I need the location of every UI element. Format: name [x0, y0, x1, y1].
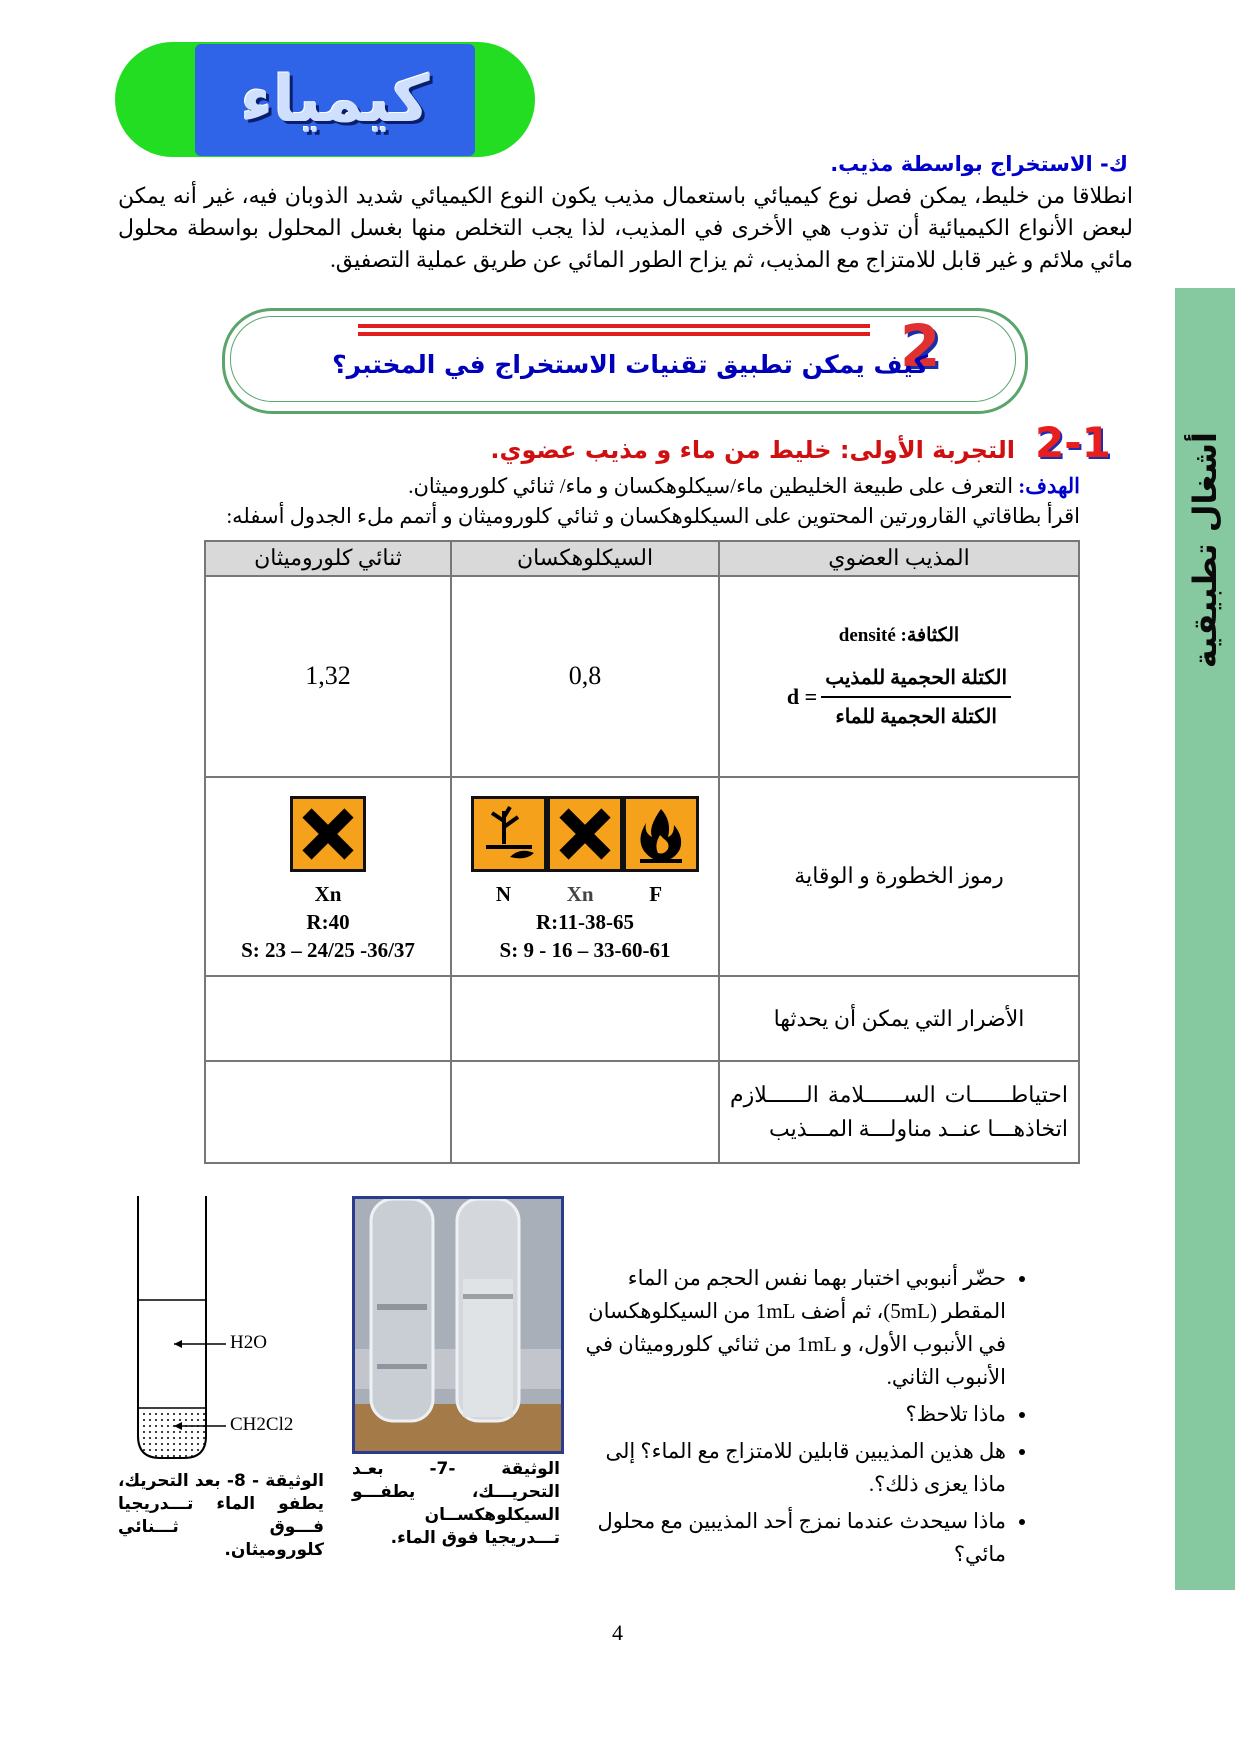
density-label: الكثافة:: [900, 624, 960, 646]
hazard-label: رموز الخطورة و الوقاية: [719, 777, 1079, 976]
density-word: densité: [838, 624, 896, 646]
symbol-f: F: [649, 882, 663, 907]
list-item: • ماذا سيحدث عندما نمزج أحد المذيبين مع محلول مائي؟: [580, 1505, 1006, 1571]
header-organic-solvent: المذيب العضوي: [719, 541, 1079, 576]
side-label-text: أشغال تطبيقية: [1186, 431, 1224, 669]
fraction-denominator: الكتلة الحجمية للماء: [835, 705, 997, 728]
harm-label: الأضرار التي يمكن أن يحدثها: [719, 976, 1079, 1061]
symbol-xn: Xn: [566, 882, 594, 907]
page-number: 4: [612, 1620, 623, 1645]
banner-rule: [358, 332, 870, 336]
cyclohexane-hazards: [451, 777, 719, 976]
density-fraction: [821, 665, 1011, 729]
dcm-safety-blank[interactable]: [205, 1061, 451, 1163]
doc7-caption: الوثيقة -7- بعـد التحريـــك، يطفـــو السيكلوهكســان تـــدريجيا فوق الماء.: [352, 1459, 560, 1548]
logo: [195, 44, 475, 156]
dcm-density: 1,32: [205, 576, 451, 777]
logo-text: كيمياء: [240, 63, 430, 137]
goal-label: الهدف:: [1018, 474, 1080, 498]
list-item: • حضّر أنبوبي اختبار بهما نفس الحجم من الماء المقطر (5mL)، ثم أضف 1mL من السيكلوهكسان في الأنبوب الأول، و 1mL من ثنائي كلوروميثان في الأنبوب الثاني.: [580, 1262, 1006, 1394]
section-k-paragraph: انطلاقا من خليط، يمكن فصل نوع كيميائي باستعمال مذيب يكون النوع الكيميائي شديد الذوبان فيه، غير أنه يمكن لبعض الأنواع الكيميائية أن تذوب هي الأخرى في المذيب، لذا يجب التخلص منها بغسل المحلول بواسطة محلول مائي ملائم و غير قابل للامتزاج مع المذيب، ثم يزاح الطور المائي عن طريق عملية التصفيق.: [118, 183, 1133, 272]
environment-hazard-icon: [471, 796, 547, 872]
dcm-r-phrases: R:40: [306, 910, 350, 935]
side-label: [1175, 330, 1235, 770]
cyclohexane-density: 0,8: [451, 576, 719, 777]
experiment-title: التجربة الأولى: خليط من ماء و مذيب عضوي.: [490, 436, 1015, 464]
label-dcm: CH2Cl2: [230, 1414, 294, 1435]
solvent-table: [204, 540, 1080, 1164]
cyclohexane-s-phrases: S: 9 - 16 – 33-60-61: [499, 938, 671, 963]
cyclohexane-r-phrases: R:11-38-65: [536, 910, 634, 935]
d-symbol: d =: [786, 683, 818, 709]
list-item: • هل هذين المذيبين قابلين للامتزاج مع الماء؟ إلى ماذا يعزى ذلك؟.: [580, 1435, 1006, 1501]
test-tubes-photo: [352, 1196, 564, 1454]
experiment-number: 2-1: [1035, 418, 1111, 467]
header-cyclohexane: السيكلوهكسان: [451, 541, 719, 576]
list-item: • ماذا تلاحظ؟: [580, 1398, 1006, 1431]
harmful-cross-icon: [547, 796, 623, 872]
harmful-cross-icon: [290, 796, 366, 872]
cyclohexane-harm-blank[interactable]: [451, 976, 719, 1061]
goal-text: التعرف على طبيعة الخليطين ماء/سيكلوهكسان و ماء/ ثنائي كلوروميثان.: [408, 474, 1019, 498]
header-dichloromethane: ثنائي كلوروميثان: [205, 541, 451, 576]
instruction-line: اقرأ بطاقاتي القارورتين المحتوين على السيكلوهكسان و ثنائي كلوروميثان و أتمم ملء الجدول أسفله:: [226, 504, 1080, 528]
goal-line: [408, 474, 1080, 499]
safety-label: [719, 1061, 1079, 1163]
section-2-number: 2: [900, 312, 941, 380]
safety-label-text: احتياطــــــات الســــــلامة الــــــلازم اتخاذهـــا عنــد مناولـــة المـــذيب: [730, 1082, 1068, 1142]
section-2-title: كيف يمكن تطبيق تقنيات الاستخراج في المختبر؟: [332, 350, 928, 379]
flame-icon: [623, 796, 699, 872]
instructions-list: [580, 1262, 1040, 1575]
section-k-title: ك- الاستخراج بواسطة مذيب.: [830, 152, 1128, 176]
symbol-n: N: [495, 882, 512, 907]
cyclohexane-safety-blank[interactable]: [451, 1061, 719, 1163]
dcm-s-phrases: S: 23 – 24/25 -36/37: [241, 938, 415, 963]
fraction-numerator: الكتلة الحجمية للمذيب: [821, 665, 1011, 698]
doc8-caption: الوثيقة - 8- بعد التحريك، يطفو الماء تـــدريجيا فـــوق ثـــنائي كلوروميثان.: [118, 1471, 324, 1560]
dcm-harm-blank[interactable]: [205, 976, 451, 1061]
label-water: H2O: [230, 1332, 267, 1353]
dcm-symbol: Xn: [314, 882, 342, 907]
dcm-hazards: [205, 777, 451, 976]
banner-rule: [358, 324, 870, 328]
density-definition-cell: [719, 576, 1079, 777]
